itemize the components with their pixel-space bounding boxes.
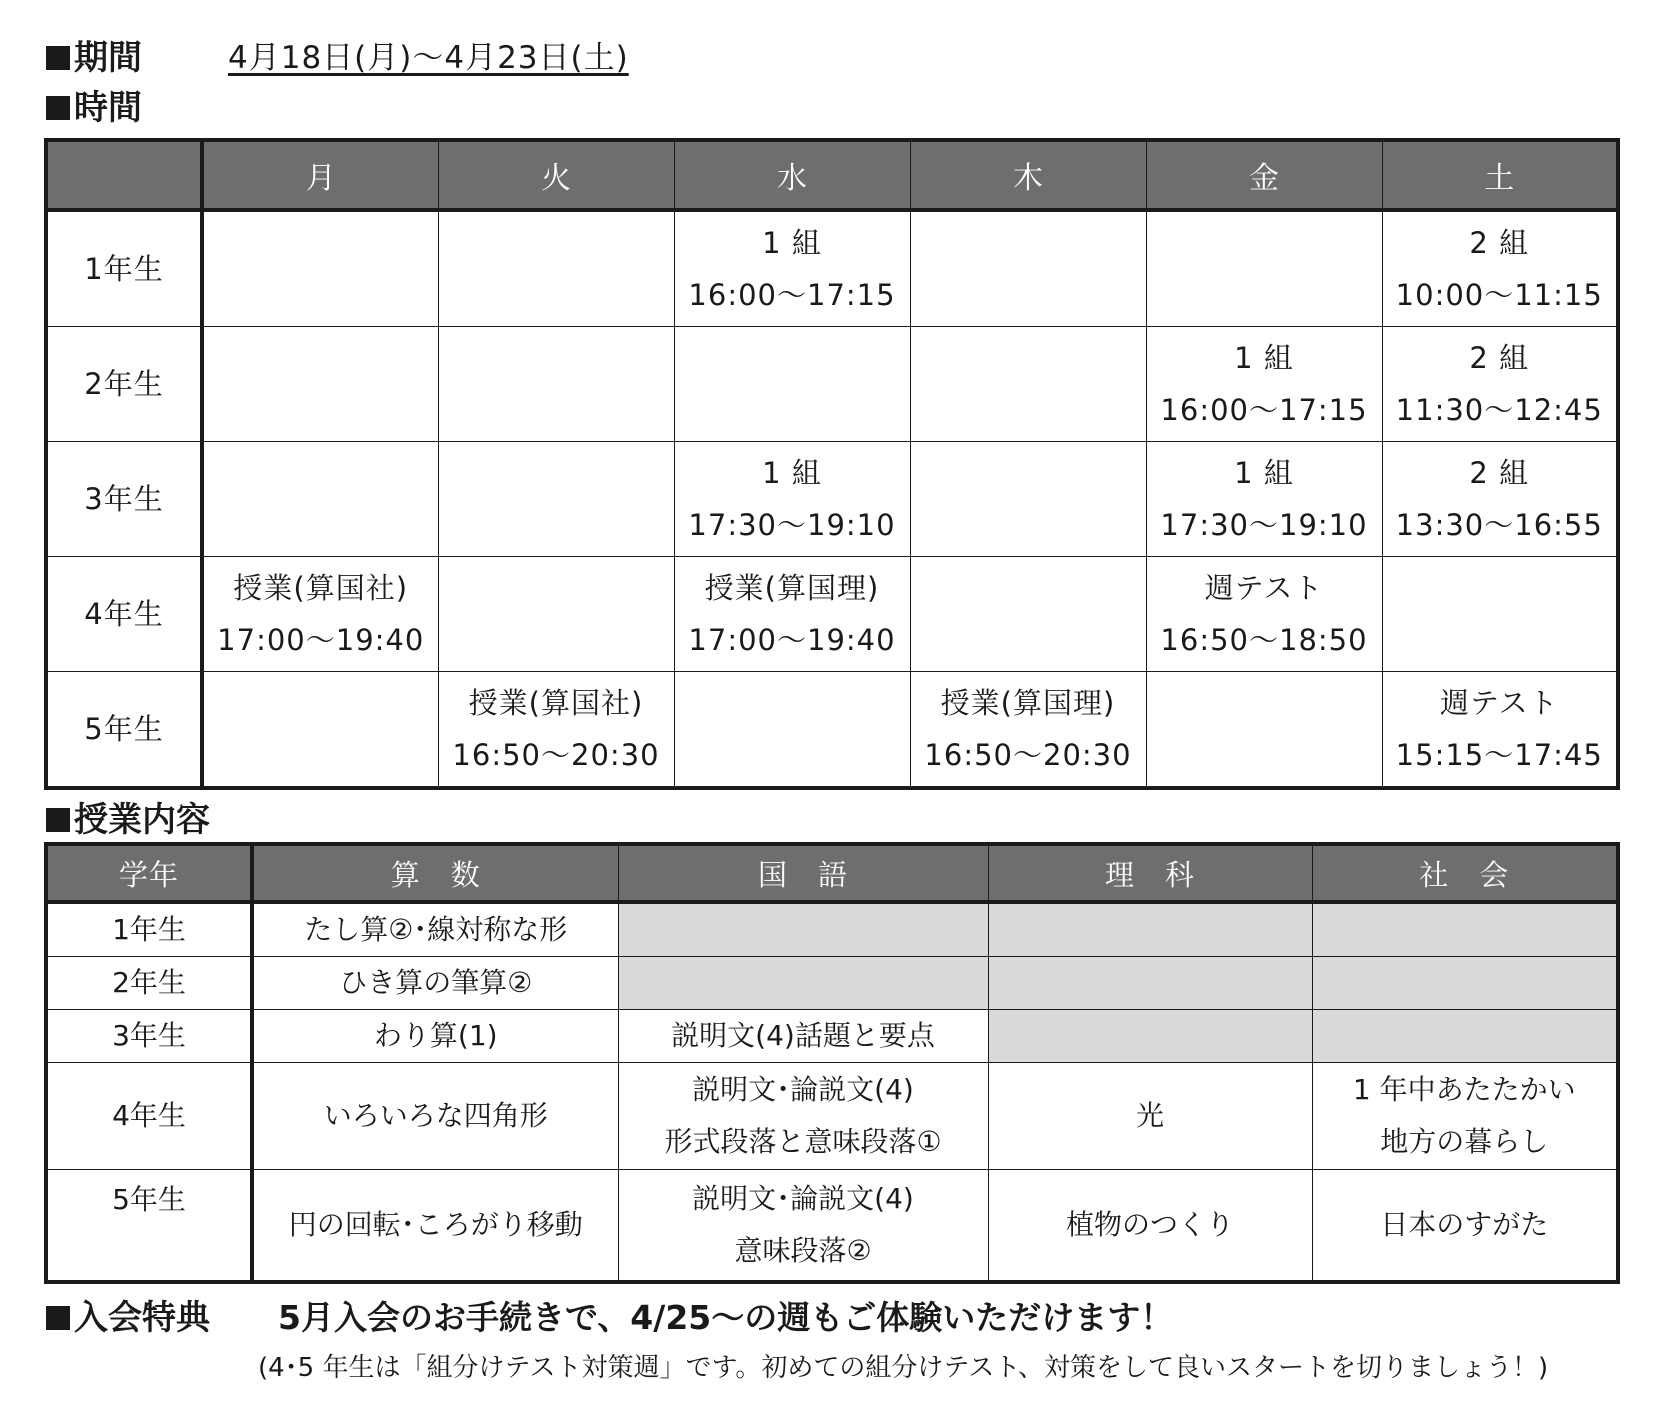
content-header-row bbox=[46, 844, 1618, 902]
schedule-cell bbox=[1146, 327, 1382, 442]
schedule-cell bbox=[202, 327, 438, 442]
schedule-cell bbox=[1146, 672, 1382, 789]
schedule-header-row bbox=[46, 140, 1618, 210]
schedule-row bbox=[46, 672, 1618, 789]
grade-label: 2年生 bbox=[46, 327, 202, 442]
grade-label: 1年生 bbox=[46, 902, 252, 957]
cell-text-line: 1 年中あたたかい bbox=[1352, 1073, 1576, 1106]
schedule-cell bbox=[1382, 327, 1618, 442]
content-cell-science bbox=[988, 1010, 1312, 1063]
schedule-cell bbox=[910, 442, 1146, 557]
time-label: 時間 bbox=[74, 88, 142, 128]
cell-text-line: 2 組 bbox=[1469, 226, 1530, 260]
cell-text-line: 説明文(4)話題と要点 bbox=[671, 1019, 935, 1052]
content-cell-social bbox=[1312, 1063, 1618, 1170]
content-header-cell: 算 数 bbox=[252, 844, 618, 902]
day-header: 木 bbox=[910, 140, 1146, 210]
grade-label: 2年生 bbox=[46, 957, 252, 1010]
grade-label: 4年生 bbox=[46, 557, 202, 672]
schedule-cell bbox=[1146, 442, 1382, 557]
cell-text-line: わり算(1) bbox=[373, 1019, 498, 1052]
grade-label: 5年生 bbox=[46, 672, 202, 789]
content-row bbox=[46, 1010, 1618, 1063]
schedule-cell bbox=[910, 210, 1146, 327]
content-cell-math bbox=[252, 902, 618, 957]
cell-text-line: 11:30～12:45 bbox=[1395, 393, 1603, 427]
cell-text-line: 16:50～20:30 bbox=[924, 738, 1132, 772]
cell-text-line: 2 組 bbox=[1469, 341, 1530, 375]
period-value: 4月18日(月)～4月23日(土) bbox=[228, 40, 629, 76]
content-table bbox=[44, 842, 1620, 1284]
schedule-cell bbox=[202, 442, 438, 557]
content-row bbox=[46, 1063, 1618, 1170]
square-bullet-icon bbox=[46, 46, 70, 70]
schedule-cell bbox=[674, 210, 910, 327]
schedule-cell bbox=[438, 442, 674, 557]
content-cell-math bbox=[252, 1170, 618, 1283]
cell-text-line: 週テスト bbox=[1439, 686, 1559, 720]
content-row bbox=[46, 957, 1618, 1010]
cell-text-line: 授業(算国社) bbox=[233, 571, 409, 605]
content-header-cell: 学年 bbox=[46, 844, 252, 902]
grade-label: 3年生 bbox=[46, 442, 202, 557]
content-cell-science bbox=[988, 902, 1312, 957]
grade-label: 1年生 bbox=[46, 210, 202, 327]
content-header-cell: 理 科 bbox=[988, 844, 1312, 902]
cell-text-line: 1 組 bbox=[762, 456, 822, 490]
schedule-cell bbox=[910, 557, 1146, 672]
schedule-corner-cell bbox=[46, 140, 202, 210]
content-cell-science bbox=[988, 957, 1312, 1010]
schedule-cell bbox=[438, 557, 674, 672]
cell-text-line: 週テスト bbox=[1204, 571, 1324, 605]
schedule-cell bbox=[202, 557, 438, 672]
cell-text-line: 植物のつくり bbox=[1065, 1208, 1234, 1241]
schedule-row bbox=[46, 557, 1618, 672]
cell-text-line: 16:00～17:15 bbox=[1160, 393, 1368, 427]
schedule-cell bbox=[910, 327, 1146, 442]
square-bullet-icon bbox=[46, 96, 70, 120]
schedule-cell bbox=[674, 327, 910, 442]
content-cell-social bbox=[1312, 1170, 1618, 1283]
cell-text-line: 15:15～17:45 bbox=[1395, 738, 1603, 772]
cell-text-line: 日本のすがた bbox=[1380, 1208, 1549, 1241]
cell-text-line: 16:50～20:30 bbox=[452, 738, 660, 772]
day-header: 金 bbox=[1146, 140, 1382, 210]
schedule-cell bbox=[1382, 210, 1618, 327]
square-bullet-icon bbox=[46, 808, 70, 832]
day-header: 火 bbox=[438, 140, 674, 210]
content-cell-math bbox=[252, 1010, 618, 1063]
cell-text-line: 授業(算国理) bbox=[940, 686, 1116, 720]
cell-text-line: 17:30～19:10 bbox=[688, 508, 896, 542]
content-cell-science bbox=[988, 1063, 1312, 1170]
content-cell-japanese bbox=[618, 902, 988, 957]
cell-text-line: 意味段落② bbox=[734, 1234, 872, 1267]
content-cell-japanese bbox=[618, 1063, 988, 1170]
bonus-label: 入会特典 bbox=[74, 1298, 210, 1338]
content-cell-math bbox=[252, 1063, 618, 1170]
cell-text-line: 1 組 bbox=[762, 226, 822, 260]
bonus-note: (4･5 年生は「組分けテスト対策週」です。初めての組分けテスト、対策をして良いスタートを切りましょう！) bbox=[258, 1353, 1549, 1383]
bonus-heading bbox=[46, 1298, 210, 1338]
grade-label: 4年生 bbox=[46, 1063, 252, 1170]
day-header: 土 bbox=[1382, 140, 1618, 210]
cell-text-line: 2 組 bbox=[1469, 456, 1530, 490]
schedule-cell bbox=[1382, 442, 1618, 557]
time-heading bbox=[46, 88, 142, 128]
cell-text-line: 授業(算国社) bbox=[468, 686, 644, 720]
grade-label: 3年生 bbox=[46, 1010, 252, 1063]
schedule-cell bbox=[1146, 557, 1382, 672]
content-row bbox=[46, 902, 1618, 957]
schedule-cell bbox=[1382, 557, 1618, 672]
cell-text-line: 形式段落と意味段落① bbox=[664, 1125, 942, 1158]
schedule-cell bbox=[438, 672, 674, 789]
cell-text-line: 17:00～19:40 bbox=[688, 623, 896, 657]
schedule-cell bbox=[910, 672, 1146, 789]
content-heading bbox=[46, 800, 210, 840]
content-cell-math bbox=[252, 957, 618, 1010]
square-bullet-icon bbox=[46, 1306, 70, 1330]
day-header: 月 bbox=[202, 140, 438, 210]
schedule-cell bbox=[202, 672, 438, 789]
schedule-cell bbox=[1146, 210, 1382, 327]
cell-text-line: 17:00～19:40 bbox=[217, 623, 425, 657]
content-label: 授業内容 bbox=[74, 800, 210, 840]
content-cell-japanese bbox=[618, 1010, 988, 1063]
content-cell-social bbox=[1312, 902, 1618, 957]
cell-text-line: たし算②･線対称な形 bbox=[304, 913, 568, 946]
content-cell-social bbox=[1312, 957, 1618, 1010]
schedule-cell bbox=[674, 442, 910, 557]
schedule-row bbox=[46, 442, 1618, 557]
schedule-cell bbox=[1382, 672, 1618, 789]
cell-text-line: 13:30～16:55 bbox=[1395, 508, 1603, 542]
schedule-cell bbox=[674, 557, 910, 672]
cell-text-line: 1 組 bbox=[1234, 341, 1294, 375]
content-cell-japanese bbox=[618, 1170, 988, 1283]
content-cell-social bbox=[1312, 1010, 1618, 1063]
cell-text-line: 説明文･論説文(4) bbox=[692, 1073, 914, 1106]
bonus-text: 5月入会のお手続きで、4/25～の週もご体験いただけます！ bbox=[278, 1298, 1174, 1337]
cell-text-line: 17:30～19:10 bbox=[1160, 508, 1368, 542]
cell-text-line: 16:50～18:50 bbox=[1160, 623, 1368, 657]
cell-text-line: 1 組 bbox=[1234, 456, 1294, 490]
schedule-cell bbox=[438, 327, 674, 442]
content-row bbox=[46, 1170, 1618, 1283]
cell-text-line: 光 bbox=[1135, 1099, 1164, 1132]
cell-text-line: ひき算の筆算② bbox=[339, 966, 533, 999]
cell-text-line: いろいろな四角形 bbox=[323, 1099, 548, 1132]
cell-text-line: 16:00～17:15 bbox=[688, 278, 896, 312]
period-label: 期間 bbox=[74, 38, 142, 78]
schedule-cell bbox=[202, 210, 438, 327]
cell-text-line: 説明文･論説文(4) bbox=[692, 1182, 914, 1215]
cell-text-line: 授業(算国理) bbox=[704, 571, 880, 605]
content-header-cell: 国 語 bbox=[618, 844, 988, 902]
schedule-cell bbox=[674, 672, 910, 789]
schedule-row bbox=[46, 327, 1618, 442]
schedule-cell bbox=[438, 210, 674, 327]
schedule-row bbox=[46, 210, 1618, 327]
grade-label: 5年生 bbox=[46, 1170, 252, 1283]
cell-text-line: 10:00～11:15 bbox=[1395, 278, 1603, 312]
cell-text-line: 円の回転･ころがり移動 bbox=[288, 1208, 583, 1241]
day-header: 水 bbox=[674, 140, 910, 210]
content-cell-japanese bbox=[618, 957, 988, 1010]
schedule-table bbox=[44, 138, 1620, 790]
content-cell-science bbox=[988, 1170, 1312, 1283]
period-heading bbox=[46, 38, 142, 78]
cell-text-line: 地方の暮らし bbox=[1380, 1125, 1549, 1158]
content-header-cell: 社 会 bbox=[1312, 844, 1618, 902]
